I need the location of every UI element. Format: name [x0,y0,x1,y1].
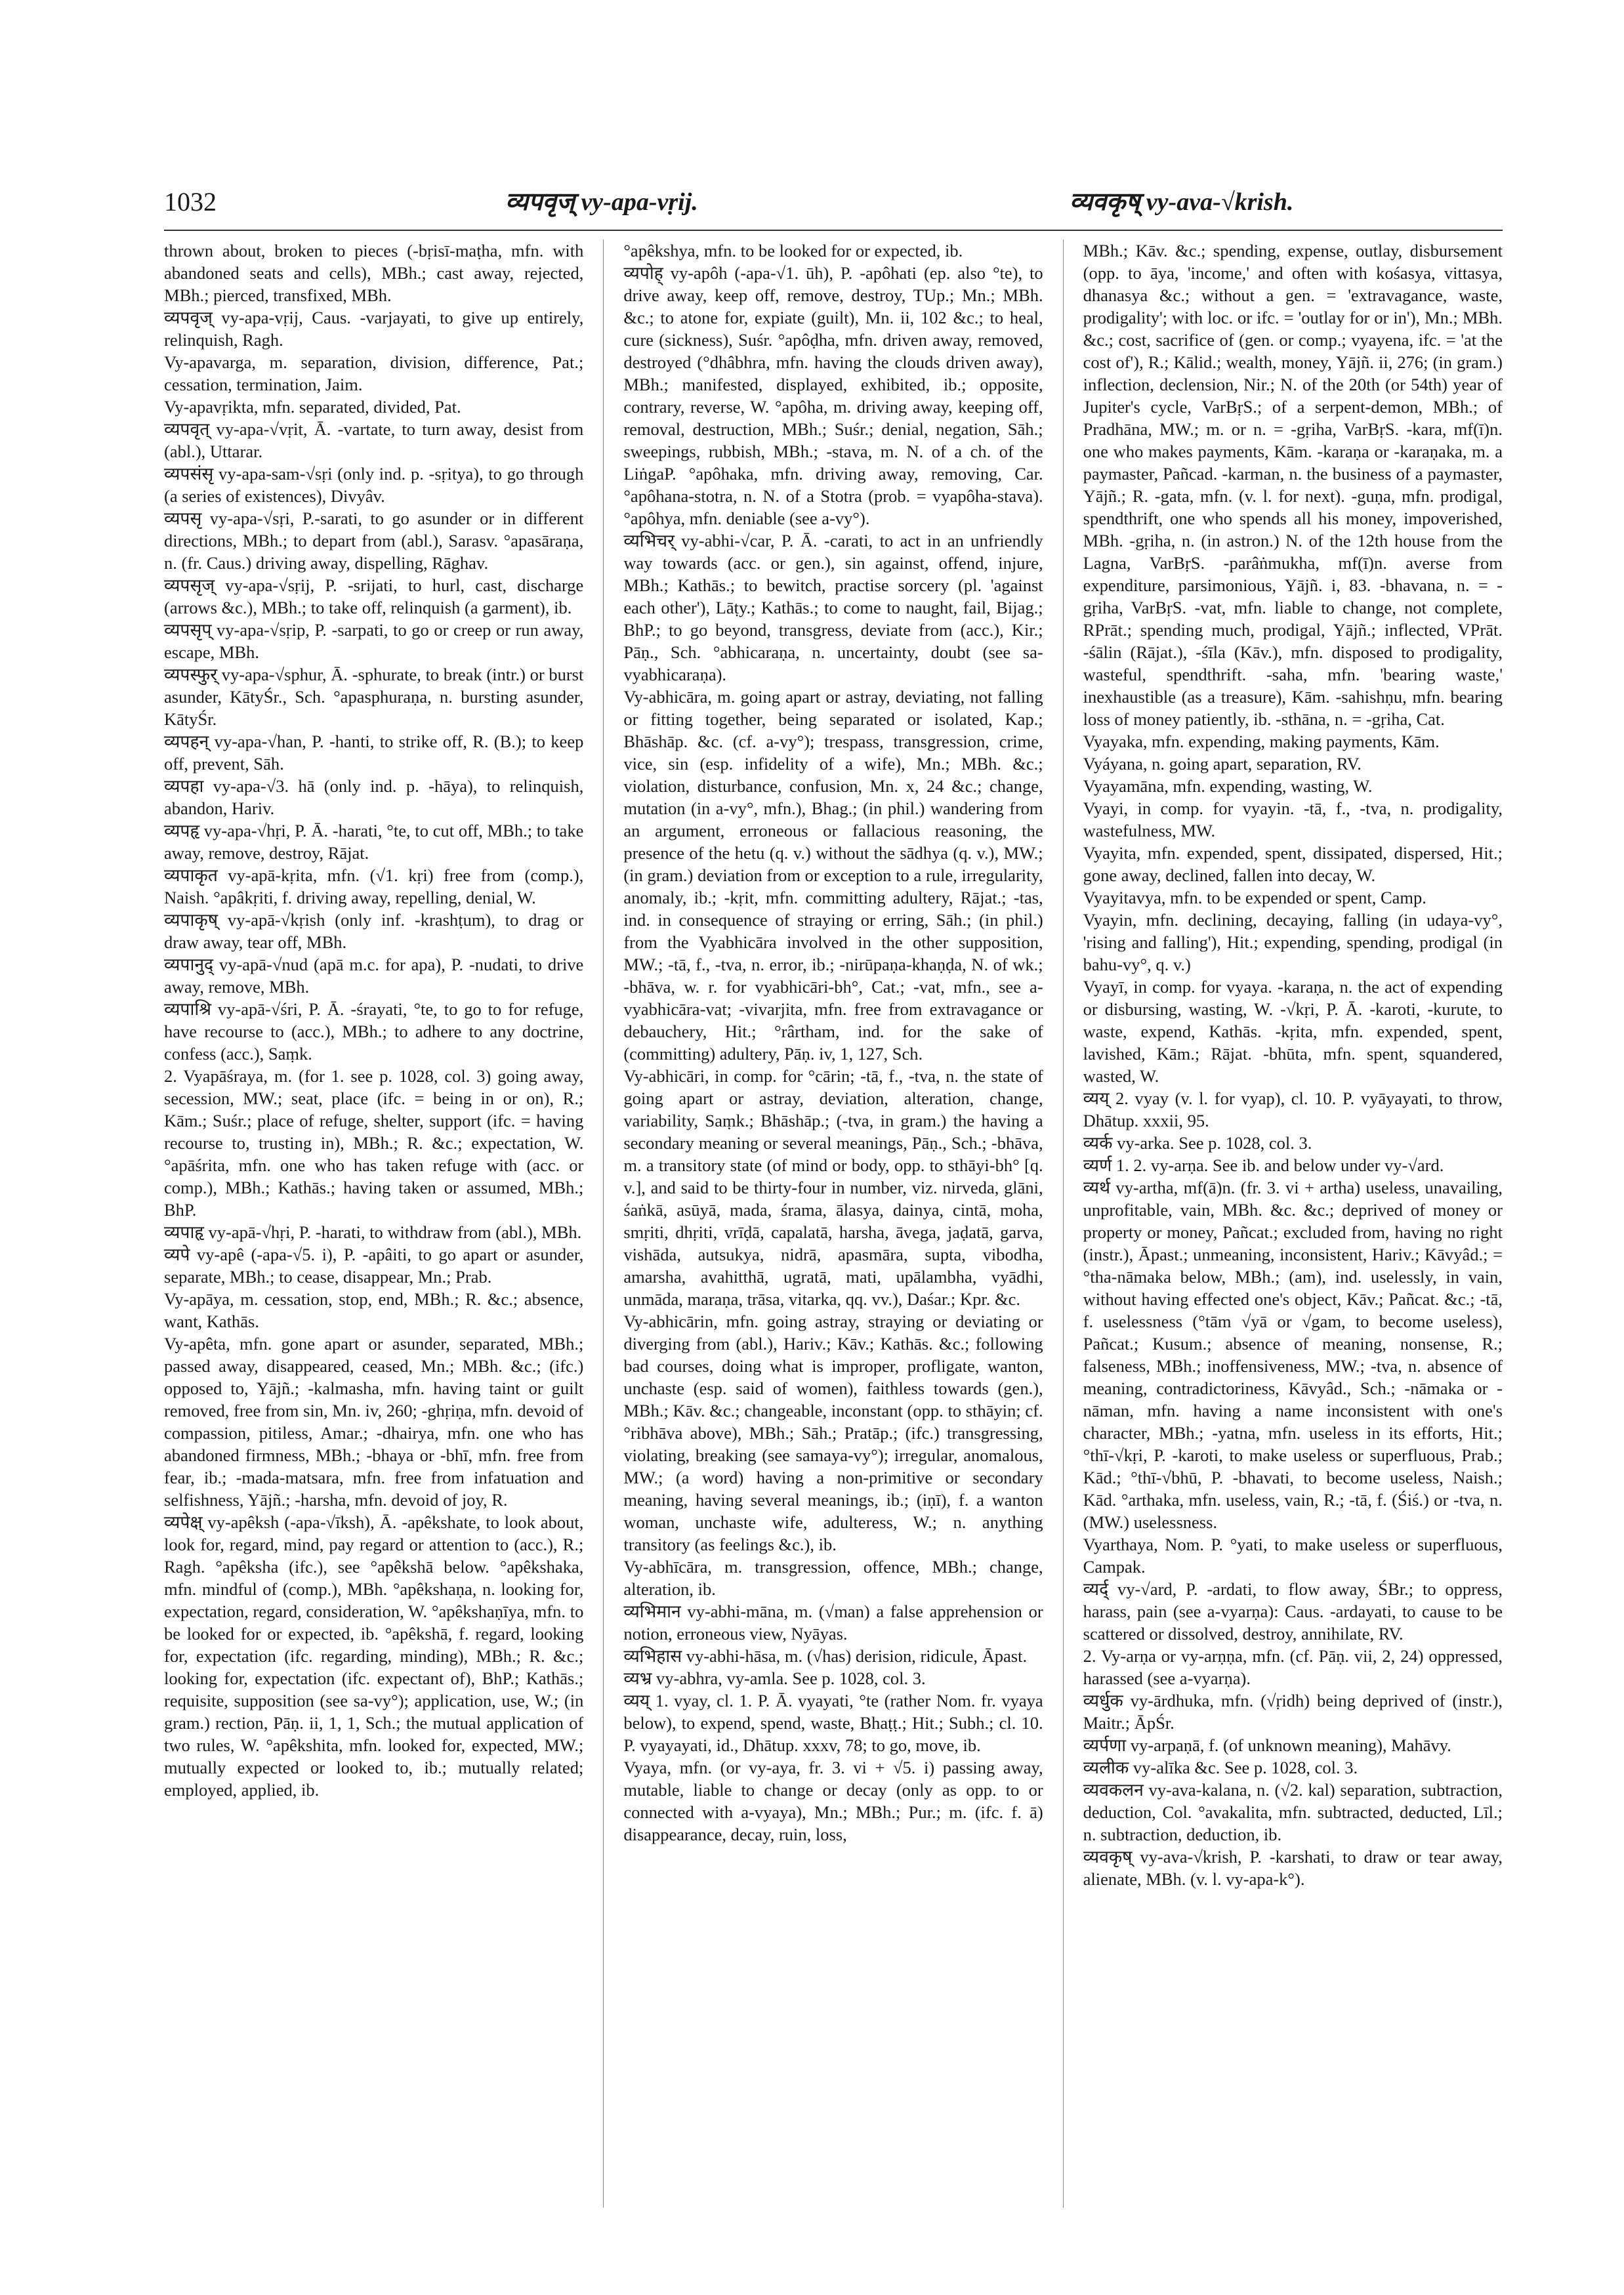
column-right [1083,239,1503,2208]
dictionary-entry: व्यपवृज् vy-apa-vṛij, Caus. -varjayati, to give up entirely, relinquish, Ragh. [164,308,584,350]
dictionary-entry: व्यय् 2. vyay (v. l. for vyap), cl. 10. P. vyāyayati, to throw, Dhātup. xxxii, 95. [1083,1088,1503,1130]
dictionary-entry: व्यपसंसृ vy-apa-sam-√sṛi (only ind. p. -sṛitya), to go through (a series of existences), Divyâv. [164,464,584,506]
left-running-head: व्यपवृज् vy-apa-vṛij. [505,188,698,216]
dictionary-entry: Vy-apavarga, m. separation, division, difference, Pat.; cessation, termination, Jaim. [164,352,584,394]
dictionary-entry: thrown about, broken to pieces (-bṛisī-maṭha, mfn. with abandoned seats and cells), MBh.; cast away, rejected, MBh.; pierced, transfixed, MBh. [164,241,584,305]
dictionary-entry: Vyayitavya, mfn. to be expended or spent, Camp. [1083,888,1426,907]
dictionary-entry: Vy-apāya, m. cessation, stop, end, MBh.; R. &c.; absence, want, Kathās. [164,1289,584,1331]
dictionary-entry: व्यय् 1. vyay, cl. 1. P. Ā. vyayati, °te (rather Nom. fr. vyaya below), to expend, spend, waste, Bhaṭṭ.; Hit.; Subh.; cl. 10. P. vyayayati, id., Dhātup. xxxv, 78; to go, move, ib. [623,1691,1043,1755]
dictionary-entry: व्यपहन् vy-apa-√han, P. -hanti, to strike off, R. (B.); to keep off, prevent, Sāh. [164,732,584,774]
dictionary-entry: व्यपस्फुर् vy-apa-√sphur, Ā. -sphurate, to break (intr.) or burst asunder, KātyŚr., Sch. °apasphuraṇa, n. bursting asunder, KātyŚr. [164,665,584,729]
dictionary-entry: MBh.; Kāv. &c.; spending, expense, outlay, disbursement (opp. to āya, 'income,' and often with kośasya, vittasya, dhanasya &c.; without a gen. = 'extravagance, waste, prodigality'; with loc. or ifc. = 'outlay for or in'), Mn.; MBh. &c.; cost, sacrifice of (gen. or comp.; vyayena, ifc. = 'at the cost of'), R.; Kālid.; wealth, money, Yājñ. ii, 276; (in gram.) inflection, declension, Nir.; N. of the 20th (or 54th) year of Jupiter's cycle, VarBṛS.; of a serpent-demon, MBh.; of Pradhāna, MW.; m. or n. = -gṛiha, VarBṛS. -kara, mf(ī)n. one who makes payments, Kām. -karaṇa or -karaṇaka, m. a paymaster, Pañcad. -karman, n. the business of a paymaster, Yājñ.; R. -gata, mfn. (v. l. for next). -guṇa, mfn. prodigal, spendthrift, one who spends all his money, impoverished, MBh. -gṛiha, n. (in astron.) N. of the 12th house from the Lagna, VarBṛS. -parâṅmukha, mf(ī)n. averse from expenditure, parsimonious, Yājñ. i, 83. -bhavana, n. = -gṛiha, VarBṛS. -vat, mfn. liable to change, not complete, RPrāt.; spending much, prodigal, Yājñ.; inflected, VPrāt. -śālin (Rājat.), -śīla (Kāv.), mfn. disposed to prodigality, wasteful, spendthrift. -saha, mfn. 'bearing waste,' inexhaustible (as a treasure), Kām. -sahishṇu, mfn. bearing loss of money patiently, ib. -sthāna, n. = -gṛiha, Cat. [1083,241,1503,729]
dictionary-entry: Vyayin, mfn. declining, decaying, falling (in udaya-vy°, 'rising and falling'), Hit.; expending, spending, prodigal (in bahu-vy°, q. v.) [1083,910,1503,974]
dictionary-entry: Vyayaka, mfn. expending, making payments, Kām. [1083,732,1440,751]
dictionary-entry: व्यलीक vy-alīka &c. See p. 1028, col. 3. [1083,1758,1358,1777]
dictionary-entry: व्यपोह् vy-apôh (-apa-√1. ūh), P. -apôhati (ep. also °te), to drive away, keep off, remove, destroy, TUp.; Mn.; MBh. &c.; to atone for, expiate (guilt), Mn. ii, 102 &c.; to heal, cure (sickness), Suśr. °apôḍha, mfn. driven away, removed, destroyed (°dhâbhra, mfn. having the clouds driven away), MBh.; manifested, displayed, exhibited, ib.; opposite, contrary, reverse, W. °apôha, m. driving away, keeping off, removal, destruction, MBh.; Suśr.; denial, negation, Sāh.; sweepings, rubbish, MBh.; -stava, m. N. of a ch. of the LiṅgaP. °apôhaka, mfn. driving away, removing, Car. °apôhana-stotra, n. N. of a Stotra (prob. = vyapôha-stava). °apôhya, mfn. deniable (see a-vy°). [623,263,1043,528]
dictionary-entry: 2. Vy-arṇa or vy-arṇṇa, mfn. (cf. Pāṇ. vii, 2, 24) oppressed, harassed (see a-vyarṇa). [1083,1646,1503,1688]
dictionary-entry: Vyayi, in comp. for vyayin. -tā, f., -tva, n. prodigality, wastefulness, MW. [1083,798,1503,840]
dictionary-entry: Vy-apavṛikta, mfn. separated, divided, Pat. [164,397,461,417]
dictionary-entry: Vy-abhicārin, mfn. going astray, straying or deviating or diverging from (abl.), Hariv.; Kāv.; Kathās. &c.; following bad courses, doing what is improper, profligate, wanton, unchaste (esp. said of women), faithless towards (gen.), MBh.; Kāv. &c.; changeable, inconstant (opp. to sthāyin; cf. °ribhāva above), MBh.; Sāh.; Pratāp.; (ifc.) transgressing, violating, breaking (see samaya-vy°); irregular, anomalous, MW.; (a word) having a non-primitive or secondary meaning, having several meanings, ib.; (iṇī), f. a wanton woman, unchaste wife, adulteress, W.; n. anything transitory (as feelings &c.), ib. [623,1312,1043,1554]
dictionary-entry: व्यपसृ vy-apa-√sṛi, P.-sarati, to go asunder or in different directions, MBh.; to depart from (abl.), Sarasv. °apasāraṇa, n. (fr. Caus.) driving away, dispelling, Rāghav. [164,508,584,573]
dictionary-entry: व्यभिचर् vy-abhi-√car, P. Ā. -carati, to act in an unfriendly way towards (acc. or gen.), sin against, offend, injure, MBh.; Kathās.; to bewitch, practise sorcery (pl. 'against each other'), Lāṭy.; Kathās.; to come to naught, fail, Bijag.; BhP.; to go beyond, transgress, deviate from (acc.), Kir.; Pāṇ., Sch. °abhicaraṇa, n. uncertainty, doubt (see sa-vyabhicaraṇa). [623,531,1043,684]
dictionary-entry: Vyayamāna, mfn. expending, wasting, W. [1083,776,1373,796]
dictionary-entry: व्यपे vy-apê (-apa-√5. i), P. -apâiti, to go apart or asunder, separate, MBh.; to cease, disappear, Mn.; Prab. [164,1245,584,1287]
dictionary-entry: व्यपाहृ vy-apā-√hṛi, P. -harati, to withdraw from (abl.), MBh. [164,1222,582,1242]
dictionary-entry: Vy-abhīcāra, m. transgression, offence, MBh.; change, alteration, ib. [623,1557,1043,1599]
column-middle [623,239,1043,2208]
dictionary-entry: Vy-abhicāri, in comp. for °cārin; -tā, f., -tva, n. the state of going apart or astray, deviation, alteration, change, variability, Saṃk.; Bhāshāp.; (-tva, in gram.) the having a secondary meaning or several meanings, Pāṇ., Sch.; -bhāva, m. a transitory state (of mind or body, opp. to sthāyi-bh° [q. v.], and said to be thirty-four in number, viz. nirveda, glāni, śaṅkā, asūyā, mada, śrama, ālasya, dainya, cintā, moha, smṛiti, dhṛiti, vrīḍā, capalatā, harsha, āvega, jaḍatā, garva, vishāda, autsukya, nidrā, apasmāra, supta, vibodha, amarsha, avahitthā, ugratā, mati, upālambha, vyādhi, unmāda, maraṇa, trāsa, vitarka, qq. vv.), Daśar.; Kpr. &c. [623,1066,1043,1309]
dictionary-entry: व्यपवृत् vy-apa-√vṛit, Ā. -vartate, to turn away, desist from (abl.), Uttarar. [164,419,584,461]
dictionary-entry: व्यर्द् vy-√ard, P. -ardati, to flow away, ŚBr.; to oppress, harass, pain (see a-vyarṇa): Caus. -ardayati, to cause to be scattered or dissolved, destroy, annihilate, RV. [1083,1579,1503,1644]
dictionary-page [164,177,1503,2224]
dictionary-entry: Vyarthaya, Nom. P. °yati, to make useless or superfluous, Campak. [1083,1535,1503,1577]
dictionary-entry: व्यपानुद् vy-apā-√nud (apā m.c. for apa), P. -nudati, to drive away, remove, MBh. [164,955,584,997]
column-divider [603,239,604,2208]
dictionary-entry: व्यभ्र vy-abhra, vy-amla. See p. 1028, col. 3. [623,1668,926,1688]
dictionary-entry: °apêkshya, mfn. to be looked for or expected, ib. [623,241,963,260]
dictionary-entry: व्यपसृप् vy-apa-√sṛip, P. -sarpati, to go or creep or run away, escape, MBh. [164,620,584,662]
dictionary-entry: Vy-abhicāra, m. going apart or astray, deviating, not falling or fitting together, being separated or isolated, Kap.; Bhāshāp. &c. (cf. a-vy°); trespass, transgression, crime, vice, sin (esp. infidelity of a wife), Mn.; MBh. &c.; violation, disturbance, confusion, Mn. x, 24 &c.; change, mutation (in a-vy°, mfn.), Bhag.; (in phil.) wandering from an argument, erroneous or fallacious reasoning, the presence of the hetu (q. v.) without the sādhya (q. v.), MW.; (in gram.) deviation from or exception to a rule, irregularity, anomaly, ib.; -kṛit, mfn. committing adultery, Rājat.; -tas, ind. in consequence of straying or erring, Sāh.; (in phil.) from the Vyabhicāra involved in the other supposition, MW.; -tā, f., -tva, n. error, ib.; -nirūpaṇa-khaṇḍa, N. of wk.; -bhāva, w. r. for vyabhicāri-bh°, Cat.; -vat, mfn., see a-vyabhicāra-vat; -vivarjita, mfn. free from extravagance or debauchery, Hit.; °rârtham, ind. for the sake of (committing) adultery, Pāṇ. iv, 1, 127, Sch. [623,687,1043,1064]
dictionary-entry: व्यर्धुक vy-ārdhuka, mfn. (√ṛidh) being deprived of (instr.), Maitr.; ĀpŚr. [1083,1691,1503,1733]
dictionary-entry: व्यर्ण 1. 2. vy-arṇa. See ib. and below under vy-√ard. [1083,1155,1444,1175]
dictionary-entry: व्यपेक्ष् vy-apêksh (-apa-√īksh), Ā. -apêkshate, to look about, look for, regard, mind, pay regard or attention to (acc.), R.; Ragh. °apêksha (ifc.), see °apêkshā below. °apêkshaka, mfn. mindful of (comp.), MBh. °apêkshaṇa, n. looking for, expectation, regard, consideration, W. °apêkshaṇīya, mfn. to be looked for or expected, ib. °apêkshā, f. regard, looking for, expectation (ifc. regarding, minding), MBh.; R. &c.; looking for, expectation (ifc. expectant of), BhP.; Kathās.; requisite, supposition (see sa-vy°); application, use, W.; (in gram.) rection, Pāṇ. ii, 1, 1, Sch.; the mutual application of two rules, W. °apêkshita, mfn. looked for, expected, MW.; mutually expected or looked to, ib.; mutually related; employed, applied, ib. [164,1512,584,1800]
dictionary-entry: व्यवकृष् vy-ava-√krish, P. -karshati, to draw or tear away, alienate, MBh. (v. l. vy-apa-k°). [1083,1847,1503,1889]
dictionary-entry: 2. Vyapāśraya, m. (for 1. see p. 1028, col. 3) going away, secession, MW.; seat, place (ifc. = being in or on), R.; Kām.; Suśr.; place of refuge, shelter, support (ifc. = having recourse to, trusting in), MBh.; R. &c.; expectation, W. °apāśrita, mfn. one who has taken refuge with (acc. or comp.), MBh.; Kathās.; having taken or assumed, MBh.; BhP. [164,1066,584,1220]
dictionary-entry: व्यपाकृत vy-apā-kṛita, mfn. (√1. kṛi) free from (comp.), Naish. °apâkṛiti, f. driving away, repelling, denial, W. [164,865,584,907]
column-left [164,239,583,2208]
dictionary-entry: व्यभिमान vy-abhi-māna, m. (√man) a false apprehension or notion, erroneous view, Nyāyas. [623,1602,1043,1644]
dictionary-entry: Vyayī, in comp. for vyaya. -karaṇa, n. the act of expending or disbursing, wasting, W. -√kṛi, P. Ā. -karoti, -kurute, to waste, expend, Kathās. -kṛita, mfn. expended, spent, lavished, Kām.; Rājat. -bhūta, mfn. spent, squandered, wasted, W. [1083,977,1503,1086]
dictionary-entry: Vyáyana, n. going apart, separation, RV. [1083,754,1362,774]
dictionary-entry: व्यपहृ vy-apa-√hṛi, P. Ā. -harati, °te, to cut off, MBh.; to take away, remove, destroy, Rājat. [164,821,584,863]
dictionary-entry: व्यभिहास vy-abhi-hāsa, m. (√has) derision, ridicule, Āpast. [623,1646,1028,1666]
right-running-head: व्यवकृष् vy-ava-√krish. [1070,188,1294,216]
dictionary-entry: व्यपाश्रि vy-apā-√śri, P. Ā. -śrayati, °te, to go to for refuge, have recourse to (acc.), MBh.; to adhere to any doctrine, confess (acc.), Saṃk. [164,999,584,1064]
dictionary-entry: व्यर्पणा vy-arpaṇā, f. (of unknown meaning), Mahāvy. [1083,1735,1451,1755]
text-columns [164,239,1503,2208]
dictionary-entry: Vyayita, mfn. expended, spent, dissipated, dispersed, Hit.; gone away, declined, fallen into decay, W. [1083,843,1503,885]
dictionary-entry: व्यर्क vy-arka. See p. 1028, col. 3. [1083,1133,1312,1153]
page-number: 1032 [164,187,217,217]
page-header [164,177,1503,231]
dictionary-entry: व्यवकलन vy-ava-kalana, n. (√2. kal) separation, subtraction, deduction, Col. °avakalita, mfn. subtracted, deducted, Līl.; n. subtraction, deduction, ib. [1083,1780,1503,1844]
dictionary-entry: व्यपाकृष् vy-apā-√kṛish (only inf. -krashṭum), to drag or draw away, tear off, MBh. [164,910,584,952]
dictionary-entry: Vyaya, mfn. (or vy-aya, fr. 3. vi + √5. i) passing away, mutable, liable to change or decay (only as opp. to or connected with a-vyaya), Mn.; MBh.; Pur.; m. (ifc. f. ā) disappearance, decay, ruin, loss, [623,1758,1043,1844]
dictionary-entry: Vy-apêta, mfn. gone apart or asunder, separated, MBh.; passed away, disappeared, ceased, Mn.; MBh. &c.; (ifc.) opposed to, Yājñ.; -kalmasha, mfn. having taint or guilt removed, free from sin, Mn. iv, 260; -ghṛiṇa, mfn. devoid of compassion, pitiless, Amar.; -dhairya, mfn. one who has abandoned firmness, MBh.; -bhaya or -bhī, mfn. free from fear, ib.; -mada-matsara, mfn. free from infatuation and selfishness, Yājñ.; -harsha, mfn. devoid of joy, R. [164,1334,584,1510]
dictionary-entry: व्यपहा vy-apa-√3. hā (only ind. p. -hāya), to relinquish, abandon, Hariv. [164,776,584,818]
dictionary-entry: व्यपसृज् vy-apa-√sṛij, P. -srijati, to hurl, cast, discharge (arrows &c.), MBh.; to take off, relinquish (a garment), ib. [164,575,584,617]
column-divider [1063,239,1064,2208]
dictionary-entry: व्यर्थ vy-artha, mf(ā)n. (fr. 3. vi + artha) useless, unavailing, unprofitable, vain, MBh. &c. &c.; deprived of money or property or money, Pañcat.; excluded from, having no right (instr.), Āpast.; unmeaning, inconsistent, Hariv.; Kāvyâd.; = °tha-nāmaka below, MBh.; (am), ind. uselessly, in vain, without having effected one's object, Kāv.; Pañcat. &c.; -tā, f. uselessness (°tām √yā or √gam, to become useless), Pañcat.; Kusum.; absence of meaning, nonsense, R.; falseness, MBh.; inoffensiveness, MW.; -tva, n. absence of meaning, contradictoriness, Kāvyâd., Sch.; -nāmaka or -nāman, mfn. having a name inconsistent with one's character, MBh.; -yatna, mfn. useless in its efforts, Hit.; °thī-√kṛi, P. -karoti, to make useless or superfluous, Prab.; Kād.; °thī-√bhū, P. -bhavati, to become useless, Naish.; Kād. °arthaka, mfn. useless, vain, R.; -tā, f. (Śiś.) or -tva, n. (MW.) uselessness. [1083,1178,1503,1532]
